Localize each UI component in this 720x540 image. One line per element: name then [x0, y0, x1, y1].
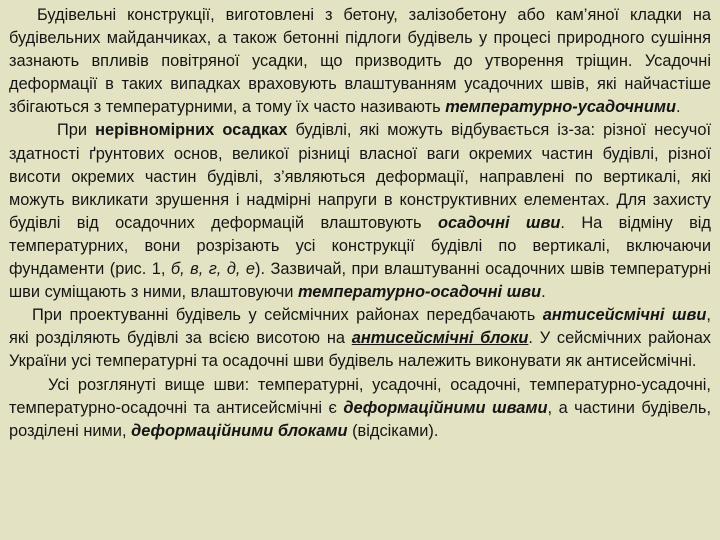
term-antiseismic-joints: антисейсмічні шви — [542, 306, 707, 325]
term-deformation-joints: деформаційними швами — [343, 398, 548, 417]
term-deformation-blocks: деформаційними блоками — [131, 421, 348, 440]
term-settlement-joints: осадочні шви — [437, 213, 561, 232]
text-run: (відсіками). — [347, 421, 439, 440]
text-run: . На відміну від температурних, вони розрізають усі конструкції будівлі по вертикалі, включаючи фундаменти (рис. 1, — [9, 213, 711, 279]
text-run: ). Зазвичай, при влаштуванні осадочних швів температурні шви суміщають з ними, влаштовуючи — [9, 260, 711, 302]
text-run: . У сейсмічних районах України усі температурні та осадочні шви будівель належить виконувати як антисейсмічні. — [9, 329, 712, 371]
paragraph-shrinkage-joints — [9, 4, 711, 119]
text-run: . — [541, 283, 546, 302]
text-run: При — [57, 121, 96, 140]
paragraph-deformation-joints — [9, 374, 711, 443]
text-run: При проектуванні будівель у сейсмічних районах передбачають — [32, 306, 543, 325]
term-temperature-shrinkage: температурно-усадочними — [445, 98, 676, 117]
text-run: . — [675, 98, 681, 117]
text-run: будівлі, які можуть відбувається із-за: різної несучої здатності ґрунтових основ, великої різниці власної ваги окремих частин будівлі, різної висоти окремих частин будівлі, з’являються деформації, направлені по вертикалі, які можуть викликати зрушення і надмірні напруги в конструктивних елементах. Для захисту будівлі від осадочних деформацій влаштовують — [9, 121, 712, 232]
text-run: , які розділяють будівлі за всією висотою на — [9, 306, 711, 348]
text-run: Будівельні конструкції, виготовлені з бетону, залізобетону або кам’яної кладки на будівельних майданчиках, а також бетонні підлоги будівель у процесі природного сушіння зазнають впливів повітряної усадки, що призводить до утворення тріщин. Усадочні деформації в таких випадках враховують влаштуванням усадочних швів, які найчастіше збігаються з температурними, а тому їх часто називають — [9, 6, 711, 117]
text-run: , а частини будівель, розділені ними, — [9, 398, 711, 440]
paragraph-seismic-joints — [9, 304, 711, 373]
term-uneven-settlement: нерівномірних осадках — [95, 121, 288, 140]
term-antiseismic-blocks: антисейсмічні блоки — [351, 329, 529, 348]
paragraph-settlement-joints — [9, 119, 711, 304]
text-run: Усі розглянуті вище шви: температурні, усадочні, осадочні, температурно-усадочні, температурно-осадочні та антисейсмічні є — [9, 375, 711, 417]
figure-reference: б, в, г, д, е — [170, 260, 256, 279]
term-temperature-settlement-joints: температурно-осадочні шви — [297, 283, 542, 302]
